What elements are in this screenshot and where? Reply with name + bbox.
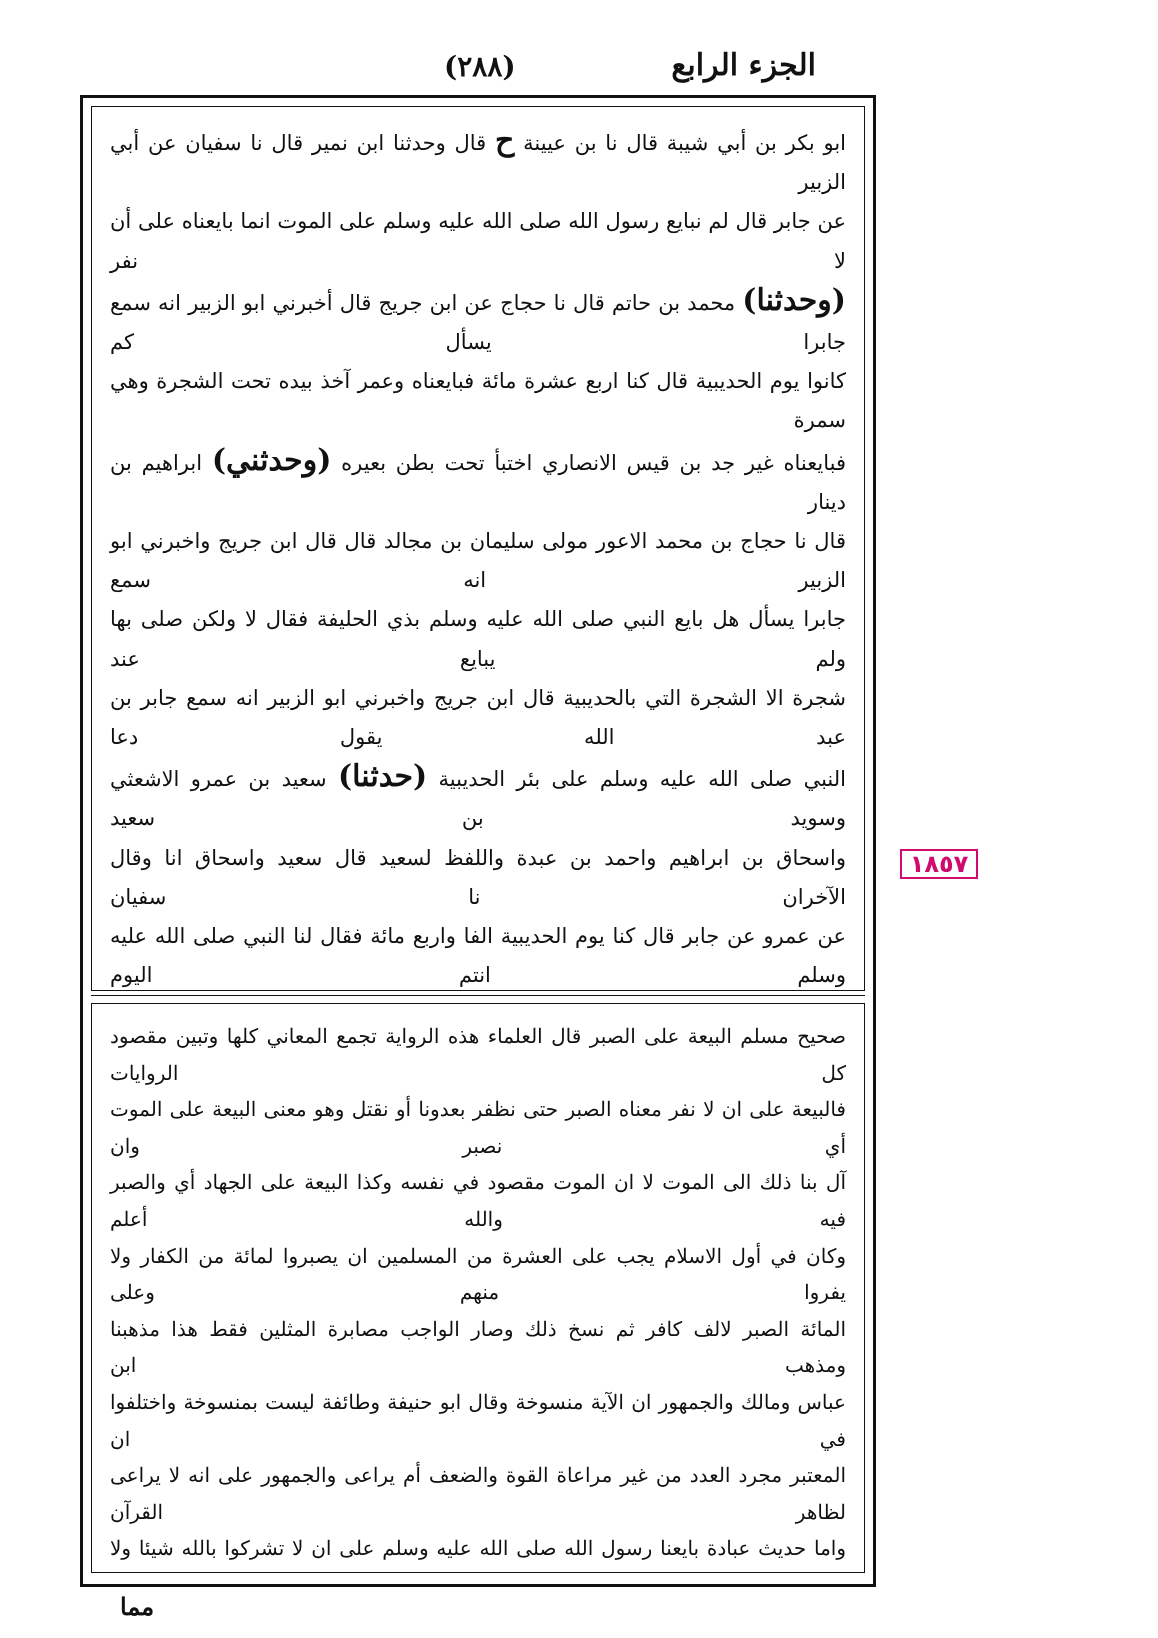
text-run: المائة الصبر لالف كافر ثم نسخ ذلك وصار الواجب مصابرة المثلين فقط هذا مذهبنا ومذهب ابن xyxy=(110,1316,847,1378)
hadith-line xyxy=(110,441,846,522)
text-run: واسحاق بن ابراهيم واحمد بن عبدة واللفظ لسعيد قال سعيد واسحاق انا وقال الآخران نا سفيان xyxy=(110,845,846,909)
text-run: وكان في أول الاسلام يجب على العشرة من المسلمين ان يصبروا لمائة من الكفار ولا يفروا منهم وعلى xyxy=(110,1243,846,1305)
text-run: آل بنا ذلك الى الموت لا ان الموت مقصود في نفسه وكذا البيعة على الجهاد أي والصبر فيه والله أعلم xyxy=(110,1170,846,1231)
page-number: (٢٨٨) xyxy=(444,50,516,83)
commentary-line xyxy=(110,1384,846,1457)
commentary-line xyxy=(110,1530,846,1573)
hadith-line xyxy=(110,202,846,280)
hadith-number-badge: ١٨٥٧ xyxy=(900,849,978,879)
text-run: عن جابر قال لم نبايع رسول الله صلى الله عليه وسلم على الموت انما بايعناه على أن لا نفر xyxy=(110,209,846,273)
text-run: عن عمرو عن جابر قال كنا يوم الحديبية الفا واربع مائة فقال لنا النبي صلى الله عليه وسلم انتم اليوم xyxy=(110,924,846,988)
juz-title: الجزء الرابع xyxy=(671,48,816,83)
text-run: شجرة الا الشجرة التي بالحديبية قال ابن جريج واخبرني ابو الزبير انه سمع جابر بن عبد الله يقول دعا xyxy=(110,685,846,750)
isnad-marker: ح xyxy=(494,123,515,158)
divider xyxy=(91,995,865,996)
text-run: ابراهيم بن دينار xyxy=(110,450,846,514)
catchword: مما xyxy=(120,1592,155,1621)
text-run: محمد بن حاتم قال نا حجاج عن ابن جريج قال أخبرني ابو الزبير انه سمع جابرا يسأل كم xyxy=(110,290,846,355)
text-run: فبايعناه غير جد بن قيس الانصاري اختبأ تحت بطن بعيره xyxy=(331,450,847,475)
hadith-line xyxy=(110,121,846,202)
hadith-text-box xyxy=(91,106,865,991)
text-run: ابو بكر بن أبي شيبة قال نا بن عيينة xyxy=(514,131,846,155)
hadith-line xyxy=(110,839,846,917)
text-run: سعيد بن عمرو الاشعثي وسويد بن سعيد xyxy=(110,767,846,831)
hadith-line xyxy=(110,522,846,600)
commentary-line xyxy=(110,1018,846,1091)
hadith-line xyxy=(110,757,846,838)
hadith-line xyxy=(110,917,846,991)
isnad-marker: (وحدثنا) xyxy=(742,282,846,318)
text-run: النبي صلى الله عليه وسلم على بئر الحديبية xyxy=(427,767,846,792)
text-run: فالبيعة على ان لا نفر معناه الصبر حتى نظفر بعدونا أو نقتل وهو معنى البيعة على الموت أي نصبر وان xyxy=(110,1097,846,1158)
text-run: صحيح مسلم البيعة على الصبر قال العلماء هذه الرواية تجمع المعاني كلها وتبين مقصود كل الروايات xyxy=(110,1024,846,1085)
text-run: قال نا حجاج بن محمد الاعور مولى سليمان بن مجالد قال قال ابن جريج واخبرني ابو الزبير انه سمع xyxy=(110,529,846,593)
isnad-marker: (وحدثني) xyxy=(211,442,332,478)
text-run: المعتبر مجرد العدد من غير مراعاة القوة والضعف أم يراعى والجمهور على انه لا يراعى لظاهر القرآن xyxy=(110,1463,846,1524)
commentary-box xyxy=(91,1003,865,1573)
text-run: كانوا يوم الحديبية قال كنا اربع عشرة مائة فبايعناه وعمر آخذ بيده تحت الشجرة وهي سمرة xyxy=(110,369,846,433)
commentary-line xyxy=(110,1164,846,1237)
commentary-line xyxy=(110,1238,846,1311)
text-run: قال وحدثنا ابن نمير قال نا سفيان عن أبي الزبير xyxy=(110,131,846,195)
commentary-line xyxy=(110,1457,846,1530)
commentary-line xyxy=(110,1091,846,1164)
text-run: واما حديث عبادة بايعنا رسول الله صلى الله عليه وسلم على ان لا تشركوا بالله شيئا ولا xyxy=(110,1536,846,1561)
commentary-line xyxy=(110,1311,846,1384)
isnad-marker: (حدثنا) xyxy=(337,759,428,795)
text-run: عباس ومالك والجمهور ان الآية منسوخة وقال ابو حنيفة وطائفة ليست بمنسوخة واختلفوا في ان xyxy=(110,1389,846,1451)
hadith-line xyxy=(110,679,846,757)
hadith-line xyxy=(110,362,846,440)
hadith-line xyxy=(110,600,846,678)
page-frame xyxy=(80,95,876,1587)
hadith-line xyxy=(110,281,846,362)
text-run: جابرا يسأل هل بايع النبي صلى الله عليه وسلم بذي الحليفة فقال لا ولكن صلى بها ولم يبايع عند xyxy=(110,607,846,671)
